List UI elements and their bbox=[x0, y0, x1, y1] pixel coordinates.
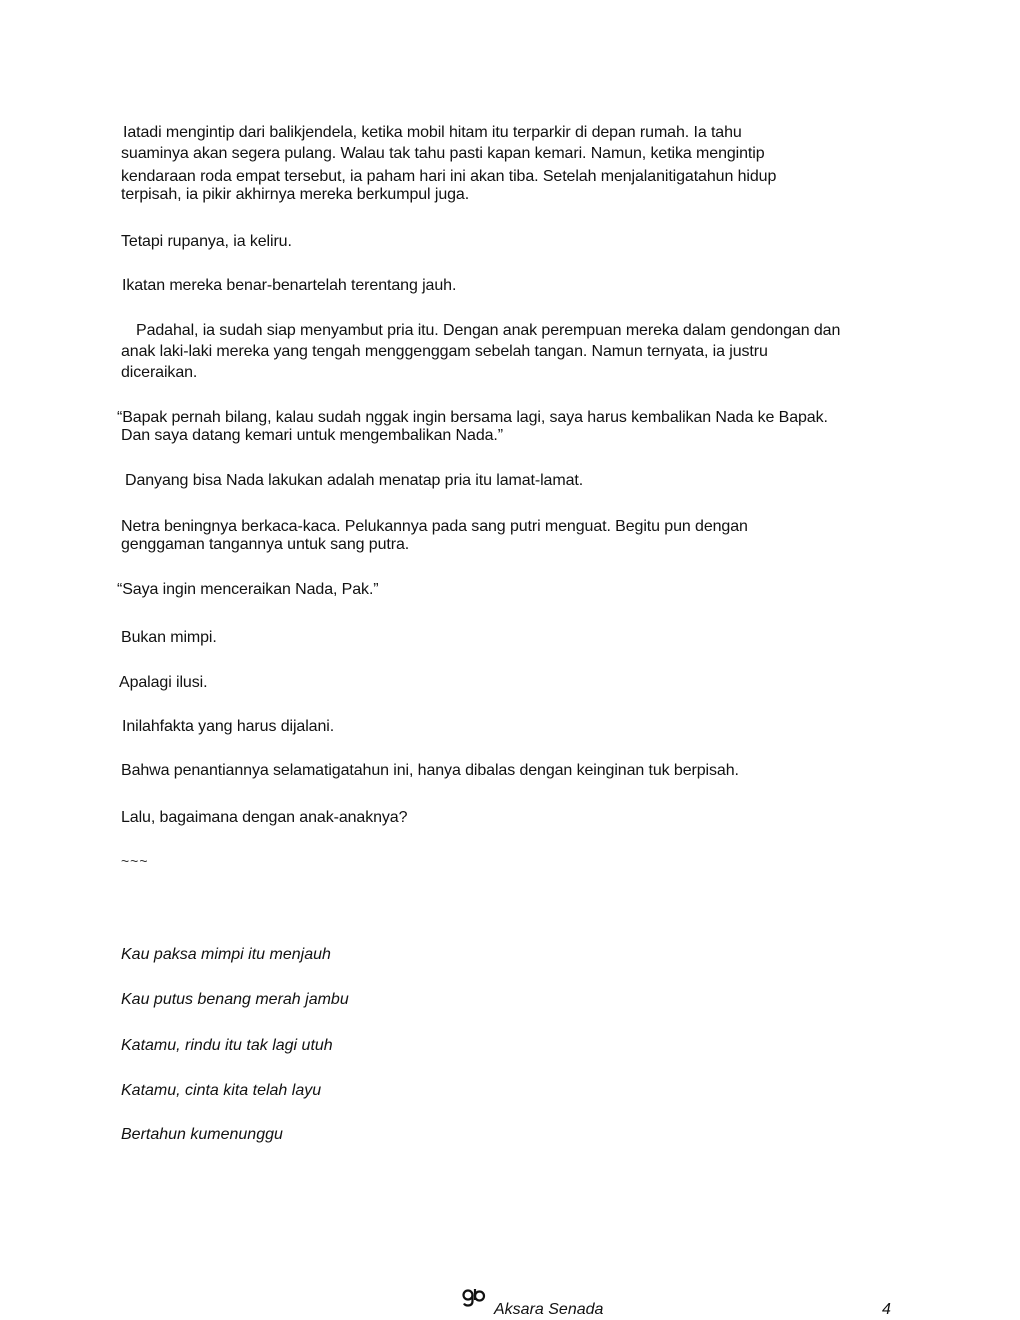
poem-line: Bertahun kumenunggu bbox=[121, 1126, 283, 1143]
paragraph-line: kendaraan roda empat tersebut, ia paham hari ini akan tiba. Setelah menjalanitigatahun hidup bbox=[121, 168, 777, 185]
paragraph-line: Bukan mimpi. bbox=[121, 629, 217, 646]
paragraph-2 bbox=[121, 231, 901, 252]
paragraph-line: Bahwa penantiannya selamatigatahun ini, hanya dibalas dengan keinginan tuk berpisah. bbox=[121, 762, 739, 779]
publisher-name: Aksara Senada bbox=[494, 1301, 604, 1318]
paragraph-line: Apalagi ilusi. bbox=[119, 674, 208, 691]
paragraph-line: Danyang bisa Nada lakukan adalah menatap pria itu lamat-lamat. bbox=[125, 472, 584, 489]
paragraph-9 bbox=[121, 627, 901, 648]
poem-line: Kau putus benang merah jambu bbox=[121, 991, 349, 1008]
paragraph-line: Lalu, bagaimana dengan anak-anaknya? bbox=[121, 809, 408, 826]
paragraph-line: Tetapi rupanya, ia keliru. bbox=[121, 233, 292, 250]
paragraph-1 bbox=[121, 122, 901, 205]
poem-line: Katamu, cinta kita telah layu bbox=[121, 1082, 322, 1099]
paragraph-7 bbox=[121, 516, 901, 555]
paragraph-12 bbox=[121, 760, 901, 781]
paragraph-4 bbox=[121, 320, 896, 383]
page-number: 4 bbox=[882, 1301, 891, 1318]
paragraph-line: suaminya akan segera pulang. Walau tak tahu pasti kapan kemari. Namun, ketika mengintip bbox=[121, 145, 765, 162]
paragraph-line: “Saya ingin menceraikan Nada, Pak.” bbox=[117, 581, 379, 598]
paragraph-10 bbox=[119, 672, 899, 693]
paragraph-5 bbox=[117, 407, 897, 446]
paragraph-line: terpisah, ia pikir akhirnya mereka berkumpul juga. bbox=[121, 186, 470, 203]
paragraph-3 bbox=[122, 275, 902, 296]
paragraph-8 bbox=[117, 579, 897, 600]
paragraph-line: Ikatan mereka benar-benartelah terentang jauh. bbox=[122, 277, 457, 294]
paragraph-line: Dan saya datang kemari untuk mengembalikan Nada.” bbox=[121, 427, 503, 444]
paragraph-line: genggaman tangannya untuk sang putra. bbox=[121, 536, 410, 553]
paragraph-11 bbox=[122, 716, 902, 737]
paragraph-line: anak laki-laki mereka yang tengah menggenggam sebelah tangan. Namun ternyata, ia justru bbox=[121, 343, 768, 360]
paragraph-6 bbox=[125, 470, 905, 491]
scene-separator: ~~~ bbox=[121, 853, 149, 869]
paragraph-13 bbox=[121, 807, 901, 828]
paragraph-line: “Bapak pernah bilang, kalau sudah nggak ingin bersama lagi, saya harus kembalikan Nada ke Bapak. bbox=[117, 409, 828, 426]
paragraph-line: Netra beningnya berkaca-kaca. Pelukannya pada sang putri menguat. Begitu pun dengan bbox=[121, 518, 748, 535]
poem-line: Katamu, rindu itu tak lagi utuh bbox=[121, 1037, 333, 1054]
paragraph-line: Padahal, ia sudah siap menyambut pria itu. Dengan anak perempuan mereka dalam gendongan dan bbox=[136, 322, 841, 339]
poem-line: Kau paksa mimpi itu menjauh bbox=[121, 946, 331, 963]
paragraph-line: Inilahfakta yang harus dijalani. bbox=[122, 718, 335, 735]
paragraph-line: diceraikan. bbox=[121, 364, 198, 381]
paragraph-line: Iatadi mengintip dari balikjendela, ketika mobil hitam itu terparkir di depan rumah. Ia tahu bbox=[123, 124, 742, 141]
gb-logo-icon bbox=[461, 1288, 487, 1308]
